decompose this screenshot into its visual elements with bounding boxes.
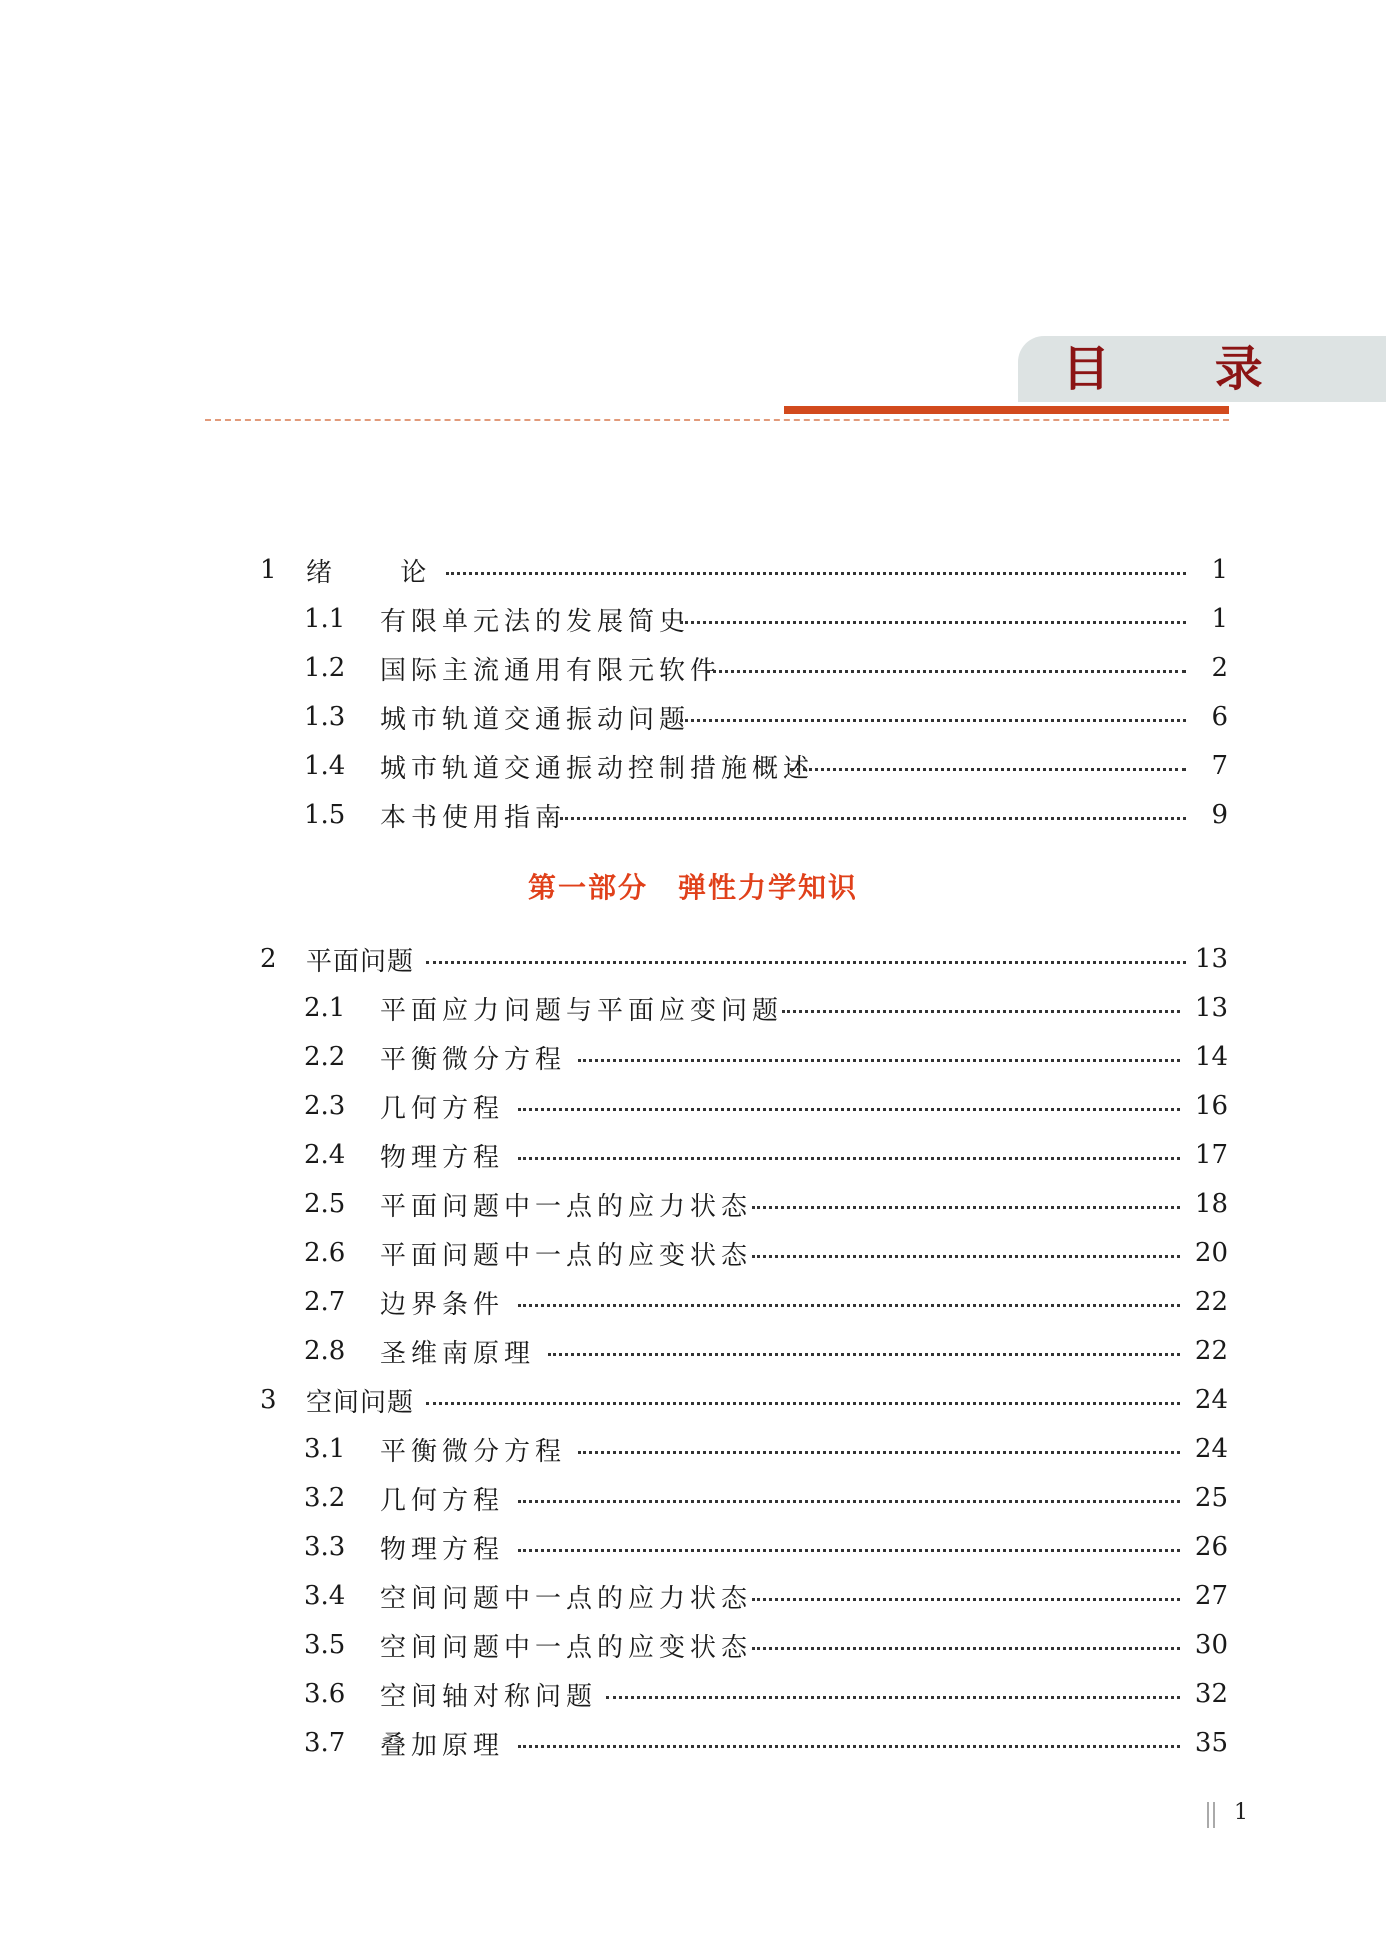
toc-label: 绪 论 (306, 557, 457, 588)
toc-label: 本书使用指南 (380, 802, 567, 833)
toc-entry-2-1[interactable] (0, 988, 1386, 1028)
toc-entry-chapter-3[interactable] (0, 1380, 1386, 1420)
toc-page: 22 (1194, 1287, 1228, 1317)
toc-number: 3.5 (304, 1630, 346, 1660)
toc-leader (426, 1402, 1180, 1405)
part-heading: 第一部分 弹性力学知识 (527, 871, 858, 904)
toc-leader (548, 1353, 1180, 1356)
toc-label: 城市轨道交通振动问题 (380, 704, 691, 735)
toc-page: 20 (1194, 1238, 1228, 1268)
title-underline-bar (784, 406, 1229, 414)
toc-page: 2 (1211, 653, 1228, 683)
toc-leader (426, 961, 1186, 964)
toc-page: 13 (1194, 944, 1228, 974)
toc-leader (680, 621, 1186, 624)
toc-label: 平衡微分方程 (380, 1436, 567, 1467)
toc-label: 空间轴对称问题 (380, 1681, 598, 1712)
toc-number: 2.2 (304, 1042, 346, 1072)
toc-number: 1.4 (304, 751, 346, 781)
toc-leader (680, 719, 1186, 722)
toc-leader (518, 1157, 1180, 1160)
footer-page-number: 1 (1234, 1800, 1248, 1825)
toc-entry-2-2[interactable] (0, 1037, 1386, 1077)
toc-page: 7 (1211, 751, 1228, 781)
toc-number: 1.5 (304, 800, 346, 830)
toc-label: 空间问题中一点的应变状态 (380, 1632, 753, 1663)
toc-label: 城市轨道交通振动控制措施概述 (380, 753, 815, 784)
toc-number: 2.3 (304, 1091, 346, 1121)
toc-page: 35 (1194, 1728, 1228, 1758)
toc-leader (560, 817, 1186, 820)
toc-label: 平面应力问题与平面应变问题 (380, 995, 784, 1026)
toc-leader (752, 1598, 1180, 1601)
toc-leader (782, 1010, 1180, 1013)
toc-page: 18 (1194, 1189, 1228, 1219)
footer-divider-bars (1207, 1802, 1217, 1828)
toc-page: 30 (1194, 1630, 1228, 1660)
toc-number: 1 (260, 555, 277, 585)
toc-entry-1-2[interactable] (0, 648, 1386, 688)
toc-entry-1-3[interactable] (0, 697, 1386, 737)
toc-page: 1 (1211, 555, 1228, 585)
toc-number: 1.1 (304, 604, 346, 634)
toc-leader (790, 768, 1186, 771)
page-title: 目 录 (1062, 341, 1307, 397)
toc-entry-3-6[interactable] (0, 1674, 1386, 1714)
toc-entry-1-4[interactable] (0, 746, 1386, 786)
toc-page: 22 (1194, 1336, 1228, 1366)
toc-entry-3-7[interactable] (0, 1723, 1386, 1763)
toc-page: 24 (1194, 1434, 1228, 1464)
toc-entry-3-5[interactable] (0, 1625, 1386, 1665)
toc-entry-3-1[interactable] (0, 1429, 1386, 1469)
toc-number: 3.2 (304, 1483, 346, 1513)
toc-page: 1 (1211, 604, 1228, 634)
toc-page: 25 (1194, 1483, 1228, 1513)
toc-label: 叠加原理 (380, 1730, 505, 1761)
toc-label: 空间问题 (306, 1387, 415, 1418)
toc-entry-2-7[interactable] (0, 1282, 1386, 1322)
toc-number: 2.5 (304, 1189, 346, 1219)
toc-entry-2-3[interactable] (0, 1086, 1386, 1126)
toc-label: 物理方程 (380, 1142, 505, 1173)
toc-page: 27 (1194, 1581, 1228, 1611)
toc-label: 圣维南原理 (380, 1338, 536, 1369)
toc-number: 2.6 (304, 1238, 346, 1268)
toc-page: 17 (1194, 1140, 1228, 1170)
toc-leader (446, 572, 1186, 575)
toc-entry-2-8[interactable] (0, 1331, 1386, 1371)
toc-leader (518, 1304, 1180, 1307)
toc-page: 16 (1194, 1091, 1228, 1121)
toc-number: 3 (260, 1385, 277, 1415)
toc-leader (518, 1745, 1180, 1748)
header-dashed-divider (205, 419, 1229, 421)
toc-leader (752, 1206, 1180, 1209)
toc-entry-chapter-1[interactable] (0, 550, 1386, 590)
toc-page: 9 (1211, 800, 1228, 830)
toc-leader (606, 1696, 1180, 1699)
toc-leader (752, 1647, 1180, 1650)
toc-page: 26 (1194, 1532, 1228, 1562)
toc-number: 2.4 (304, 1140, 346, 1170)
toc-label: 有限单元法的发展简史 (380, 606, 691, 637)
toc-number: 2.7 (304, 1287, 346, 1317)
toc-label: 物理方程 (380, 1534, 505, 1565)
toc-number: 1.3 (304, 702, 346, 732)
toc-label: 国际主流通用有限元软件 (380, 655, 722, 686)
toc-number: 3.6 (304, 1679, 346, 1709)
toc-entry-2-5[interactable] (0, 1184, 1386, 1224)
toc-label: 几何方程 (380, 1093, 505, 1124)
toc-number: 2.8 (304, 1336, 346, 1366)
toc-number: 2.1 (304, 993, 346, 1023)
toc-number: 3.4 (304, 1581, 346, 1611)
toc-leader (706, 670, 1186, 673)
toc-entry-2-4[interactable] (0, 1135, 1386, 1175)
toc-leader (578, 1059, 1180, 1062)
toc-label: 平面问题中一点的应变状态 (380, 1240, 753, 1271)
toc-label: 平衡微分方程 (380, 1044, 567, 1075)
toc-page: 14 (1194, 1042, 1228, 1072)
toc-leader (578, 1451, 1180, 1454)
toc-label: 边界条件 (380, 1289, 505, 1320)
toc-entry-2-6[interactable] (0, 1233, 1386, 1273)
toc-entry-chapter-2[interactable] (0, 939, 1386, 979)
toc-entry-3-4[interactable] (0, 1576, 1386, 1616)
toc-entry-3-3[interactable] (0, 1527, 1386, 1567)
toc-entry-1-1[interactable] (0, 599, 1386, 639)
toc-entry-3-2[interactable] (0, 1478, 1386, 1518)
toc-number: 3.3 (304, 1532, 346, 1562)
toc-label: 平面问题 (306, 946, 415, 977)
toc-page: 13 (1194, 993, 1228, 1023)
toc-page: 6 (1211, 702, 1228, 732)
toc-entry-1-5[interactable] (0, 795, 1386, 835)
toc-leader (518, 1500, 1180, 1503)
toc-number: 3.7 (304, 1728, 346, 1758)
toc-label: 空间问题中一点的应力状态 (380, 1583, 753, 1614)
toc-page: 24 (1194, 1385, 1228, 1415)
toc-leader (518, 1549, 1180, 1552)
toc-number: 2 (260, 944, 277, 974)
toc-number: 3.1 (304, 1434, 346, 1464)
toc-page: 32 (1194, 1679, 1228, 1709)
toc-number: 1.2 (304, 653, 346, 683)
toc-leader (752, 1255, 1180, 1258)
toc-label: 平面问题中一点的应力状态 (380, 1191, 753, 1222)
toc-label: 几何方程 (380, 1485, 505, 1516)
toc-leader (518, 1108, 1180, 1111)
